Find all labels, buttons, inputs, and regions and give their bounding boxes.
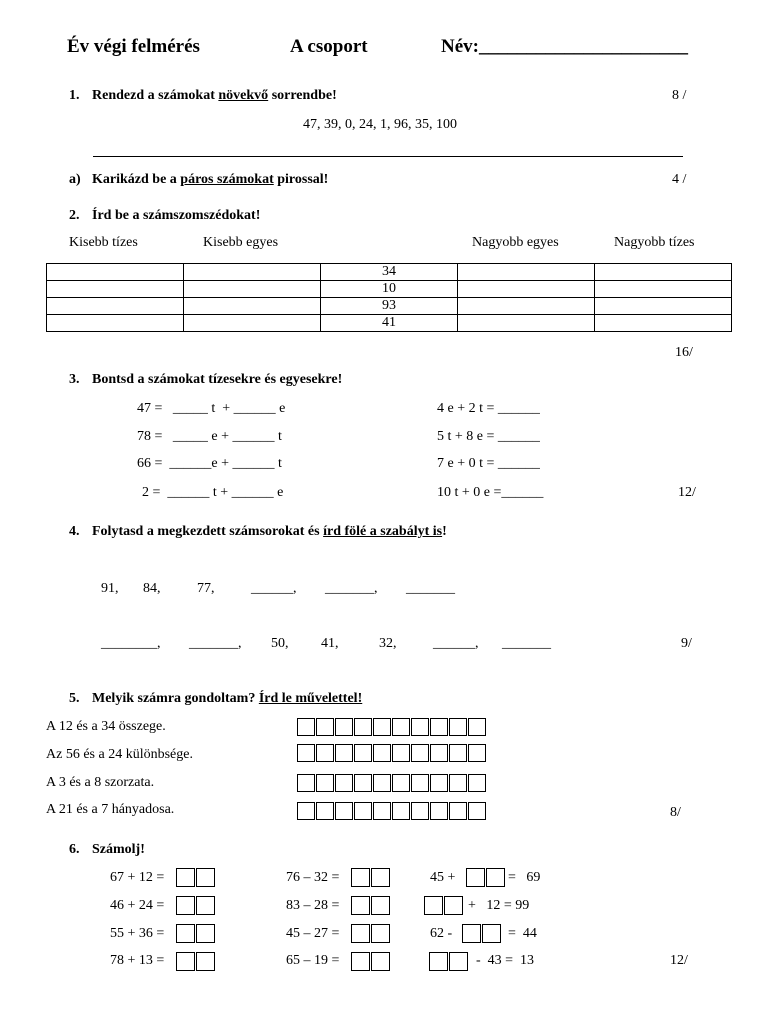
seq2-blank[interactable]: ________, (101, 636, 161, 651)
cell[interactable] (458, 281, 595, 298)
q3-right-4: 10 t + 0 e =______ (437, 485, 544, 500)
table-row (47, 281, 732, 298)
cell[interactable] (595, 264, 732, 281)
q3-right-2: 5 t + 8 e = ______ (437, 429, 540, 444)
q2-score: 16/ (675, 345, 693, 360)
q5-number: 5. (69, 691, 80, 706)
cell-number: 41 (321, 315, 458, 332)
header-larger-one: Nagyobb egyes (472, 235, 559, 250)
q5-item-1: A 12 és a 34 összege. (46, 719, 166, 734)
cell[interactable] (47, 264, 184, 281)
q2-number: 2. (69, 208, 80, 223)
q5-score: 8/ (670, 805, 681, 820)
cell[interactable] (47, 315, 184, 332)
calc-c2-1: 76 – 32 = (286, 870, 340, 885)
table-row (47, 264, 732, 281)
answer-grid[interactable] (297, 718, 487, 736)
table-row (47, 315, 732, 332)
q3-left-2: 78 = _____ e + ______ t (137, 429, 282, 444)
answer-grid[interactable] (297, 774, 487, 792)
seq2-item: 32, (379, 636, 397, 651)
seq1-blank[interactable]: _______, (325, 581, 378, 596)
answer-box[interactable] (351, 924, 391, 943)
cell[interactable] (184, 264, 321, 281)
q1a-number: a) (69, 172, 81, 187)
cell[interactable] (458, 264, 595, 281)
header-larger-ten: Nagyobb tízes (614, 235, 695, 250)
q3-text: Bontsd a számokat tízesekre és egyesekre! (92, 372, 343, 387)
answer-box[interactable] (351, 952, 391, 971)
cell[interactable] (595, 315, 732, 332)
q1-score: 8 / (672, 88, 687, 103)
q1-numbers: 47, 39, 0, 24, 1, 96, 35, 100 (303, 117, 457, 132)
calc-c1-1: 67 + 12 = (110, 870, 165, 885)
cell[interactable] (184, 315, 321, 332)
q5-item-2: Az 56 és a 24 különbsége. (46, 747, 193, 762)
cell[interactable] (184, 281, 321, 298)
q3-left-4: 2 = ______ t + ______ e (142, 485, 284, 500)
seq1-item: 91, (101, 581, 119, 596)
q3-number: 3. (69, 372, 80, 387)
answer-grid[interactable] (297, 802, 487, 820)
q4-number: 4. (69, 524, 80, 539)
q1-text: Rendezd a számokat növekvő sorrendbe! (92, 88, 337, 103)
answer-box[interactable] (176, 896, 216, 915)
q4-text: Folytasd a megkezdett számsorokat és írd fölé a szabályt is! (92, 524, 447, 539)
seq2-blank[interactable]: ______, (433, 636, 479, 651)
answer-box[interactable] (429, 952, 469, 971)
seq1-blank[interactable]: _______ (406, 581, 455, 596)
q1-answer-line[interactable] (93, 156, 683, 157)
cell[interactable] (595, 298, 732, 315)
seq2-blank[interactable]: _______ (502, 636, 551, 651)
q2-text: Írd be a számszomszédokat! (92, 208, 261, 223)
seq1-blank[interactable]: ______, (251, 581, 297, 596)
cell-number: 10 (321, 281, 458, 298)
calc-c1-3: 55 + 36 = (110, 926, 165, 941)
name-field[interactable]: Név:______________________ (441, 36, 688, 57)
calc-c3-3-b: = 44 (508, 926, 537, 941)
cell[interactable] (47, 281, 184, 298)
answer-box[interactable] (351, 896, 391, 915)
q4-score: 9/ (681, 636, 692, 651)
cell-number: 93 (321, 298, 458, 315)
cell[interactable] (47, 298, 184, 315)
worksheet-title: Év végi felmérés (67, 36, 200, 57)
answer-box[interactable] (462, 924, 502, 943)
q5-text: Melyik számra gondoltam? Írd le művelettel! (92, 691, 363, 706)
calc-c3-3-a: 62 - (430, 926, 453, 941)
calc-c1-4: 78 + 13 = (110, 953, 165, 968)
seq2-item: 41, (321, 636, 339, 651)
group-label: A csoport (290, 36, 368, 57)
seq1-item: 84, (143, 581, 161, 596)
answer-box[interactable] (176, 952, 216, 971)
q5-item-3: A 3 és a 8 szorzata. (46, 775, 155, 790)
q3-left-1: 47 = _____ t + ______ e (137, 401, 286, 416)
calc-c3-2-b: + 12 = 99 (468, 898, 530, 913)
q6-text: Számolj! (92, 842, 145, 857)
answer-box[interactable] (176, 924, 216, 943)
answer-grid[interactable] (297, 744, 487, 762)
cell[interactable] (458, 298, 595, 315)
q3-left-3: 66 = ______e + ______ t (137, 456, 282, 471)
calc-c2-2: 83 – 28 = (286, 898, 340, 913)
q1a-score: 4 / (672, 172, 687, 187)
q6-score: 12/ (670, 953, 688, 968)
cell[interactable] (595, 281, 732, 298)
header-smaller-ten: Kisebb tízes (69, 235, 138, 250)
cell[interactable] (184, 298, 321, 315)
calc-c3-4-b: - 43 = 13 (476, 953, 535, 968)
calc-c2-3: 45 – 27 = (286, 926, 340, 941)
table-row (47, 298, 732, 315)
q3-right-1: 4 e + 2 t = ______ (437, 401, 540, 416)
calc-c1-2: 46 + 24 = (110, 898, 165, 913)
q3-right-3: 7 e + 0 t = ______ (437, 456, 540, 471)
q6-number: 6. (69, 842, 80, 857)
cell[interactable] (458, 315, 595, 332)
neighbors-table (46, 263, 732, 332)
seq1-item: 77, (197, 581, 215, 596)
calc-c2-4: 65 – 19 = (286, 953, 340, 968)
cell-number: 34 (321, 264, 458, 281)
answer-box[interactable] (176, 868, 216, 887)
q3-score: 12/ (678, 485, 696, 500)
seq2-item: 50, (271, 636, 289, 651)
calc-c3-1-a: 45 + (430, 870, 456, 885)
answer-box[interactable] (466, 868, 506, 887)
seq2-blank[interactable]: _______, (189, 636, 242, 651)
q1a-text: Karikázd be a páros számokat pirossal! (92, 172, 329, 187)
calc-c3-1-b: = 69 (508, 870, 541, 885)
q1-number: 1. (69, 88, 80, 103)
header-smaller-one: Kisebb egyes (203, 235, 279, 250)
q5-item-4: A 21 és a 7 hányadosa. (46, 802, 175, 817)
answer-box[interactable] (424, 896, 464, 915)
answer-box[interactable] (351, 868, 391, 887)
